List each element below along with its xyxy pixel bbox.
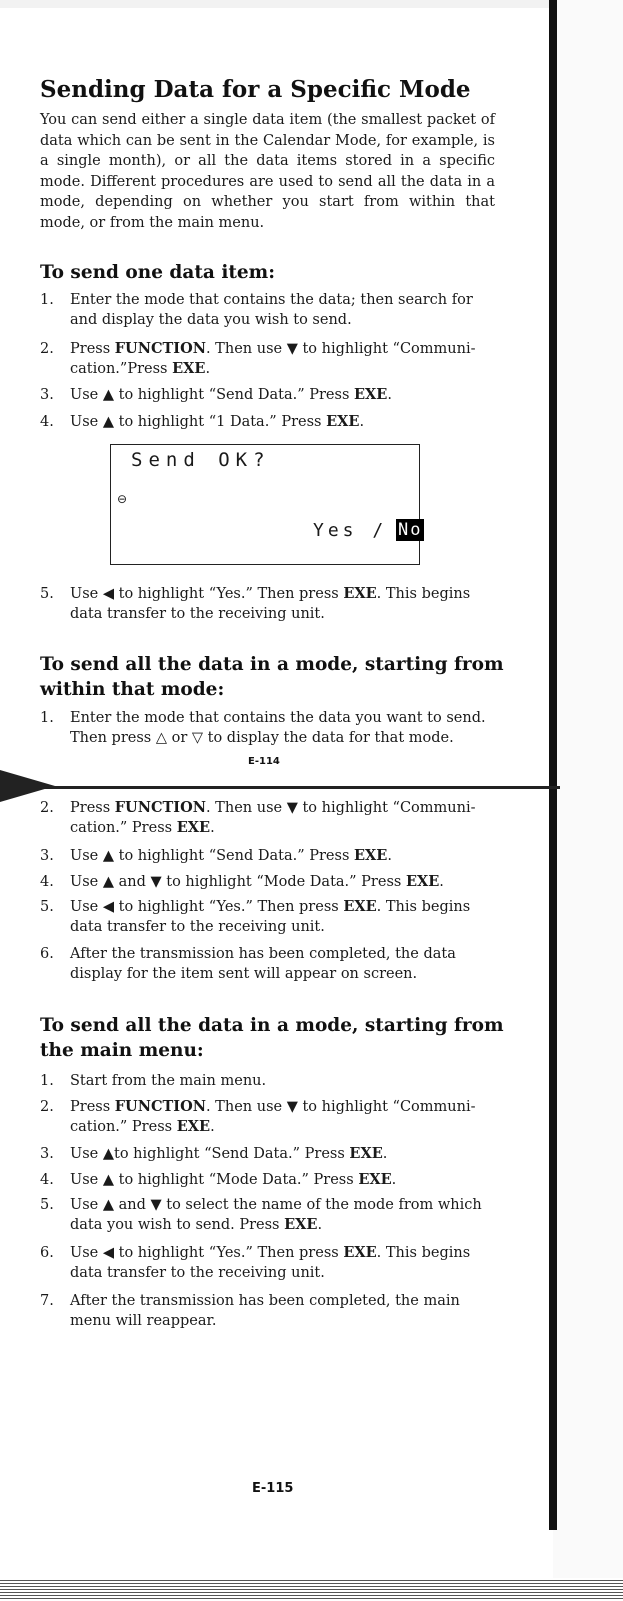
lcd-screen-send-ok xyxy=(110,444,423,565)
step-3-one-item xyxy=(40,385,500,405)
step-5-one-item xyxy=(40,584,500,624)
step-3-main-menu xyxy=(40,1144,500,1164)
step-7-main-menu xyxy=(40,1291,500,1331)
page-binding-edge xyxy=(549,0,557,1530)
step-2-within-mode xyxy=(40,798,500,838)
step-number: 4. xyxy=(40,414,54,430)
step-number: 4. xyxy=(40,1172,54,1188)
step-number: 4. xyxy=(40,874,54,890)
step-4-main-menu xyxy=(40,1170,500,1190)
step-text: After the transmission has been completed, the data display for the item sent will appear on screen. xyxy=(70,946,456,982)
step-number: 3. xyxy=(40,1146,54,1162)
scan-bottom-edge xyxy=(0,1578,623,1601)
step-number: 1. xyxy=(40,292,54,308)
step-text: Use ◀ to highlight “Yes.” Then press EXE. This begins data transfer to the receiving unit. xyxy=(70,585,471,622)
section-heading-main-menu: To send all the data in a mode, starting from the main menu: xyxy=(40,1015,504,1061)
step-text: Enter the mode that contains the data; then search for and display the data you wish to send. xyxy=(70,292,473,328)
lcd-indicator-icon: ⊖ xyxy=(117,492,128,506)
step-text: Press FUNCTION. Then use ▼ to highlight “Communi-cation.” Press EXE. xyxy=(70,799,476,836)
step-text: Use ▲ and ▼ to highlight “Mode Data.” Press EXE. xyxy=(70,873,444,890)
page-number: E-114 xyxy=(248,756,280,767)
step-6-within-mode xyxy=(40,944,500,984)
step-number: 1. xyxy=(40,710,54,726)
step-4-one-item xyxy=(40,412,500,432)
step-text: Use ◀ to highlight “Yes.” Then press EXE. This begins data transfer to the receiving unit. xyxy=(70,898,471,935)
lcd-prompt: Send OK? xyxy=(131,449,271,471)
step-5-within-mode xyxy=(40,897,500,937)
lcd-no-option-highlighted: No xyxy=(398,520,423,540)
step-2-main-menu xyxy=(40,1097,500,1137)
step-1-within-mode xyxy=(40,708,500,748)
step-4-within-mode xyxy=(40,872,500,892)
step-3-within-mode xyxy=(40,846,500,866)
step-number: 1. xyxy=(40,1073,54,1089)
intro-paragraph: You can send either a single data item (the smallest packet of data which can be sent in the Calendar Mode, for example, is a single month), or all the data items stored in a specific mode. Different procedures are used to send all the data in a mode, depending on whether you start from within that mode, or from the main menu. xyxy=(40,112,495,231)
step-1-main-menu xyxy=(40,1071,500,1091)
step-text: After the transmission has been completed, the main menu will reappear. xyxy=(70,1293,460,1329)
page-divider xyxy=(0,786,560,789)
step-text: Use ▲ and ▼ to select the name of the mode from which data you wish to send. Press EXE. xyxy=(70,1197,482,1233)
step-number: 5. xyxy=(40,1197,54,1213)
lcd-yes-option: Yes / xyxy=(313,520,388,541)
step-2-one-item xyxy=(40,339,500,379)
step-6-main-menu xyxy=(40,1243,500,1283)
step-number: 2. xyxy=(40,1099,54,1115)
step-number: 7. xyxy=(40,1293,54,1309)
step-text: Use ▲ to highlight “1 Data.” Press EXE. xyxy=(70,413,365,430)
step-text: Start from the main menu. xyxy=(70,1073,267,1089)
page-number: E-115 xyxy=(252,1481,294,1496)
step-number: 3. xyxy=(40,848,54,864)
section-heading-one-item: To send one data item: xyxy=(40,262,276,283)
step-1-one-item xyxy=(40,290,500,330)
page-right-margin xyxy=(553,0,623,1601)
step-text: Enter the mode that contains the data you want to send. Then press △ or ▽ to display the data for that mode. xyxy=(70,710,486,746)
step-number: 5. xyxy=(40,899,54,915)
step-number: 5. xyxy=(40,586,54,602)
step-text: Use ▲ to highlight “Send Data.” Press EXE. xyxy=(70,847,392,864)
section-heading-within-mode: To send all the data in a mode, starting from within that mode: xyxy=(40,654,504,700)
step-text: Use ▲to highlight “Send Data.” Press EXE. xyxy=(70,1145,388,1162)
step-text: Use ▲ to highlight “Mode Data.” Press EXE. xyxy=(70,1171,397,1188)
step-number: 6. xyxy=(40,1245,54,1261)
page-title: Sending Data for a Specific Mode xyxy=(40,76,471,103)
step-5-main-menu xyxy=(40,1195,500,1235)
step-number: 3. xyxy=(40,387,54,403)
step-text: Use ▲ to highlight “Send Data.” Press EXE. xyxy=(70,386,392,403)
step-text: Press FUNCTION. Then use ▼ to highlight “Communi-cation.”Press EXE. xyxy=(70,340,476,377)
step-text: Use ◀ to highlight “Yes.” Then press EXE. This begins data transfer to the receiving unit. xyxy=(70,1244,471,1281)
step-number: 2. xyxy=(40,341,54,357)
step-number: 6. xyxy=(40,946,54,962)
step-text: Press FUNCTION. Then use ▼ to highlight “Communi-cation.” Press EXE. xyxy=(70,1098,476,1135)
step-number: 2. xyxy=(40,800,54,816)
